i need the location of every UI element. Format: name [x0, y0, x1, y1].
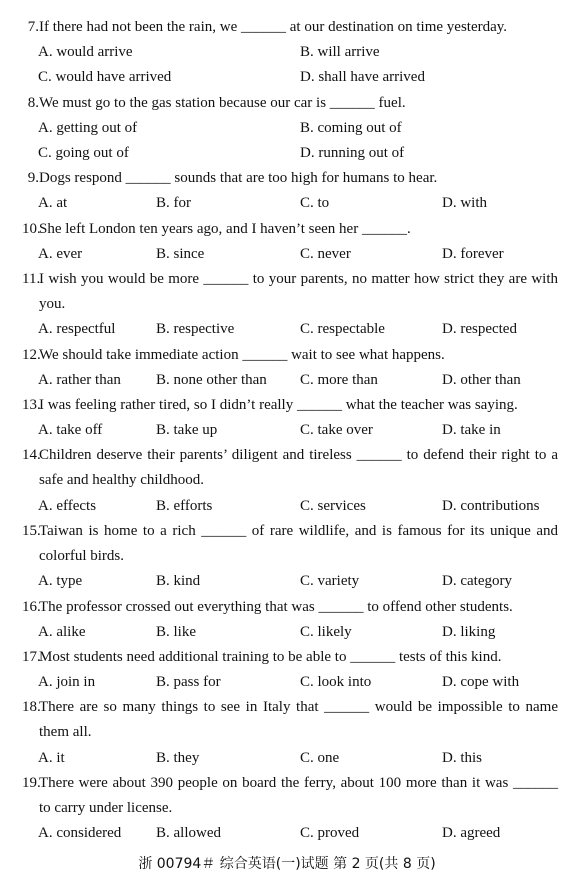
question-stem: [22, 217, 558, 242]
question-stem: [22, 519, 558, 569]
answer-option: C. never: [300, 245, 351, 262]
answer-option: C. respectable: [300, 321, 385, 338]
question-stem: [22, 91, 558, 116]
answer-option: D. liking: [442, 623, 496, 640]
question-stem: [22, 595, 558, 620]
answer-option: D. category: [442, 573, 512, 590]
answer-options: [38, 620, 558, 645]
answer-option: B. like: [156, 623, 196, 640]
answer-option: B. they: [156, 749, 200, 766]
answer-option: C. variety: [300, 573, 360, 590]
answer-option: C. would have arrived: [38, 69, 172, 86]
answer-options: [38, 746, 558, 771]
answer-option: C. going out of: [38, 145, 129, 161]
answer-option: A. type: [38, 573, 83, 590]
question-text: There are so many things to see in Italy that ______ would be impossible to name them all.: [39, 699, 558, 741]
answer-option: A. getting out of: [38, 119, 138, 136]
answer-options: [38, 494, 558, 519]
answer-option: C. one: [300, 749, 340, 766]
answer-option: A. ever: [38, 245, 83, 262]
answer-option: C. more than: [300, 371, 378, 388]
answer-option: A. it: [38, 749, 65, 766]
question-number: 13.: [22, 397, 41, 413]
answer-option: D. agreed: [442, 825, 501, 842]
question-number: 19.: [22, 775, 41, 791]
answer-option: A. effects: [38, 497, 97, 514]
question-text: Taiwan is home to a rich ______ of rare wildlife, and is famous for its unique and colorful birds.: [39, 523, 558, 564]
answer-option: D. running out of: [300, 145, 405, 161]
answer-option: D. this: [442, 749, 483, 766]
question-number: 18.: [22, 699, 41, 716]
answer-option: C. take over: [300, 422, 373, 439]
answer-options: [38, 569, 558, 594]
question-text: We must go to the gas station because our car is ______ fuel.: [39, 94, 406, 111]
answer-option: C. look into: [300, 674, 372, 691]
answer-option: B. kind: [156, 573, 201, 590]
question-number: 9.: [27, 170, 39, 187]
question-text: If there had not been the rain, we ______ at our destination on time yesterday.: [39, 19, 508, 35]
question-text: Children deserve their parents’ diligent and tireless ______ to defend their right to a safe and healthy childhood.: [39, 447, 558, 489]
answer-option: A. respectful: [38, 321, 116, 338]
answer-option: D. respected: [442, 321, 517, 338]
question-stem: [22, 645, 558, 670]
answer-option: A. join in: [38, 674, 96, 691]
answer-option: A. at: [38, 195, 68, 212]
answer-options: [38, 141, 558, 166]
question-number: 14.: [22, 447, 41, 464]
question-stem: [22, 343, 558, 368]
answer-option: A. considered: [38, 825, 122, 842]
answer-options: [38, 821, 558, 846]
answer-options: [38, 670, 558, 695]
page-footer: 浙 00794＃ 综合英语(一)试题 第 2 页(共 8 页): [138, 856, 436, 872]
question-stem: [22, 393, 558, 418]
answer-option: C. likely: [300, 623, 352, 640]
answer-options: [38, 242, 558, 267]
question-text: I was feeling rather tired, so I didn’t really ______ what the teacher was saying.: [39, 397, 518, 413]
answer-option: A. alike: [38, 623, 86, 640]
answer-option: D. forever: [442, 245, 504, 262]
answer-option: B. none other than: [156, 371, 267, 388]
answer-option: B. allowed: [156, 825, 221, 842]
question-stem: [22, 15, 558, 40]
question-stem: [22, 443, 558, 493]
question-number: 17.: [22, 649, 41, 665]
answer-option: B. since: [156, 245, 205, 262]
answer-option: D. with: [442, 195, 487, 212]
answer-option: B. efforts: [156, 497, 213, 514]
question-number: 15.: [22, 523, 41, 539]
answer-option: C. proved: [300, 825, 360, 842]
answer-options: [38, 418, 558, 443]
answer-options: [38, 65, 558, 90]
question-text: Dogs respond ______ sounds that are too high for humans to hear.: [39, 170, 438, 187]
answer-option: D. contributions: [442, 497, 540, 514]
question-number: 11.: [22, 271, 41, 287]
answer-options: [38, 317, 558, 342]
question-number: 16.: [22, 598, 41, 615]
answer-option: D. shall have arrived: [300, 69, 425, 86]
question-number: 10.: [22, 220, 41, 237]
answer-option: A. would arrive: [38, 44, 133, 61]
question-text: There were about 390 people on board the ferry, about 100 more than it was ______ to carry under license.: [39, 775, 558, 816]
question-number: 8.: [27, 94, 39, 111]
answer-option: B. respective: [156, 321, 235, 338]
question-stem: [22, 267, 558, 317]
question-number: 7.: [27, 19, 39, 35]
answer-option: B. will arrive: [300, 44, 380, 61]
answer-option: C. services: [300, 497, 366, 514]
question-text: The professor crossed out everything that was ______ to offend other students.: [39, 598, 513, 615]
answer-option: B. pass for: [156, 674, 221, 691]
question-stem: [22, 695, 558, 745]
answer-option: B. coming out of: [300, 119, 402, 136]
answer-option: D. take in: [442, 422, 501, 439]
answer-option: D. cope with: [442, 674, 520, 691]
question-text: She left London ten years ago, and I haven’t seen her ______.: [39, 220, 411, 237]
answer-options: [38, 40, 558, 65]
question-number: 12.: [22, 346, 41, 363]
question-text: We should take immediate action ______ wait to see what happens.: [39, 346, 445, 363]
answer-option: D. other than: [442, 371, 521, 388]
question-text: I wish you would be more ______ to your parents, no matter how strict they are with you.: [39, 271, 558, 312]
answer-option: A. take off: [38, 422, 103, 439]
answer-option: A. rather than: [38, 371, 121, 388]
answer-options: [38, 116, 558, 141]
answer-option: B. for: [156, 195, 191, 212]
answer-option: B. take up: [156, 422, 218, 439]
answer-option: C. to: [300, 195, 330, 212]
question-stem: [22, 166, 558, 191]
question-text: Most students need additional training to be able to ______ tests of this kind.: [39, 649, 502, 665]
question-stem: [22, 771, 558, 821]
answer-options: [38, 368, 558, 393]
answer-options: [38, 191, 558, 216]
